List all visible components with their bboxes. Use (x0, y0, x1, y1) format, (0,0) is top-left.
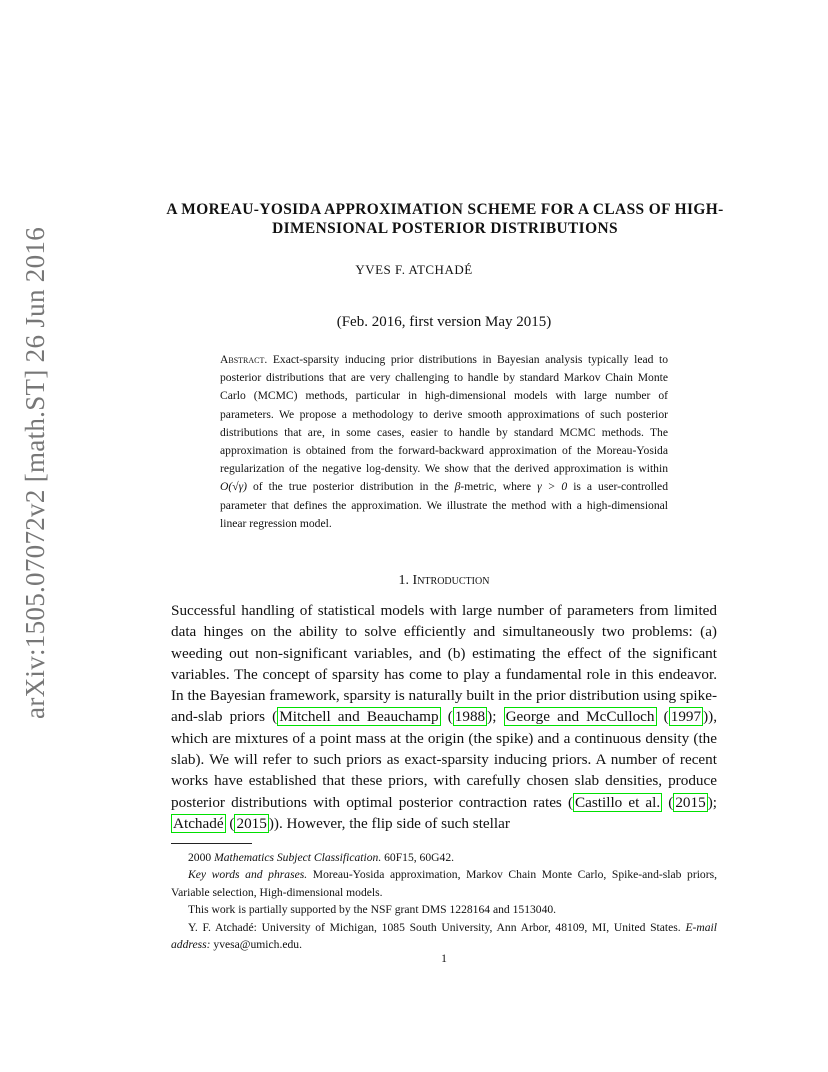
abstract (220, 351, 668, 533)
citation-year-mitchell[interactable]: 1988 (454, 708, 486, 726)
citation-link-george[interactable]: George and McCulloch (505, 708, 655, 726)
abstract-text-1: Exact-sparsity inducing prior distributions in Bayesian analysis typically lead to posterior distributions that are very challenging to handle by standard Markov Chain Monte Carlo (MCMC) methods, particular in high-dimensional models with large number of parameters. We propose a methodology to derive smooth approximations of such posterior distributions that are, in some cases, easier to handle by standard MCMC methods. The approximation is obtained from the forward-backward approximation of the Moreau-Yosida regularization of the negative log-density. We show that the derived approximation is within (220, 353, 668, 476)
abstract-text-2: of the true posterior distribution in the (247, 480, 455, 494)
citation-link-mitchell[interactable]: Mitchell and Beauchamp (279, 708, 439, 726)
footnote-email-label: E-mail address: (171, 920, 717, 952)
paper-title: A MOREAU-YOSIDA APPROXIMATION SCHEME FOR A CLASS OF HIGH-DIMENSIONAL POSTERIOR DISTRIBUTIONS (166, 201, 724, 237)
footnotes (171, 849, 717, 953)
footnote-affiliation-text: Y. F. Atchadé: University of Michigan, 1085 South University, Ann Arbor, 48109, MI, United States. (188, 920, 686, 934)
arxiv-identifier: arXiv:1505.07072v2 [math.ST] 26 Jun 2016 (19, 226, 50, 719)
section-number: 1. (398, 573, 410, 588)
intro-text-2: ); (487, 708, 504, 726)
math-gamma: γ > 0 (537, 480, 568, 494)
abstract-label: Abstract. (220, 353, 268, 366)
footnote-email: yvesa@umich.edu. (210, 938, 303, 952)
page-number: 1 (441, 952, 447, 965)
paper-date: (Feb. 2016, first version May 2015) (336, 314, 552, 330)
intro-text-1: Successful handling of statistical models with large number of parameters from limited data hinges on the ability to solve efficiently and simultaneously two problems: (a) weeding out non-significant variables, and (b) estimating the effect of the significant variables. The concept of sparsity has come to play a fundamental role in this endeavor. In the Bayesian framework, sparsity is naturally built in the prior distribution using spike-and-slab priors ( (171, 602, 717, 726)
citation-year-george[interactable]: 1997 (670, 708, 702, 726)
citation-link-atchade[interactable]: Atchadé (173, 814, 224, 832)
intro-text-5: ). However, the flip side of such stellar (273, 814, 510, 832)
intro-text-3: ), which are mixtures of a point mass at the origin (the spike) and a continuous density (the slab). We will refer to such priors as exact-sparsity inducing priors. A number of recent works have established that these priors, with carefully chosen slab densities, produce posterior distributions with optimal posterior contraction rates ( (171, 708, 718, 811)
footnote-keywords-text: Moreau-Yosida approximation, Markov Chain Monte Carlo, Spike-and-slab priors, Variable selection, High-dimensional models. (171, 868, 717, 899)
footnote-keywords-label: Key words and phrases. (188, 868, 308, 882)
footnote-year: 2000 (188, 851, 215, 864)
footnote-rule (171, 843, 252, 844)
paper-author: YVES F. ATCHADÉ (355, 262, 473, 277)
citation-link-castillo[interactable]: Castillo et al. (575, 793, 661, 811)
math-big-o: O(√γ) (220, 480, 248, 494)
abstract-text-4: is a user-controlled parameter that defines the approximation. We illustrate the method with a high-dimensional linear regression model. (220, 480, 668, 530)
footnote-msc-text: 60F15, 60G42. (381, 851, 455, 864)
citation-year-atchade[interactable]: 2015 (236, 814, 267, 832)
intro-paragraph: Successful handling of statistical models with large number of parameters from limited data hinges on the ability to solve efficiently and simultaneously two problems: (a) weeding out non-significant variables, and (b) estimating the effect of the significant variables. The concept of sparsity has come to play a fundamental role in this endeavor. In the Bayesian framework, sparsity is naturally built in the prior distribution using spike-and-slab priors ( Mitchell and Beauchamp ( 1988 ); George and McCulloch ( 1997 )), which are mixtures of a point mass at the origin (the spike) and a continuous density (the slab). We will refer to such priors as exact-sparsity inducing priors. A number of recent works have established that these priors, with carefully chosen slab densities, produce posterior distributions with optimal posterior contraction rates ( Castillo et al. ( 2015 ); Atchadé ( 2015 )). However, the flip side of such stellar (171, 602, 718, 832)
citation-year-castillo[interactable]: 2015 (675, 793, 706, 811)
footnote-msc-label: Mathematics Subject Classification. (214, 851, 382, 864)
section-heading (0, 573, 828, 589)
math-beta: β (454, 480, 461, 494)
arxiv-sidebar-stamp (12, 226, 58, 719)
footnote-affiliation (171, 919, 717, 954)
footnote-msc (171, 849, 717, 866)
intro-text-4: ; (712, 793, 717, 811)
section-title: Introduction (412, 573, 490, 588)
abstract-text-3: -metric, where (460, 480, 538, 494)
footnote-keywords (171, 866, 717, 901)
footnote-funding: This work is partially supported by the NSF grant DMS 1228164 and 1513040. (188, 903, 557, 917)
